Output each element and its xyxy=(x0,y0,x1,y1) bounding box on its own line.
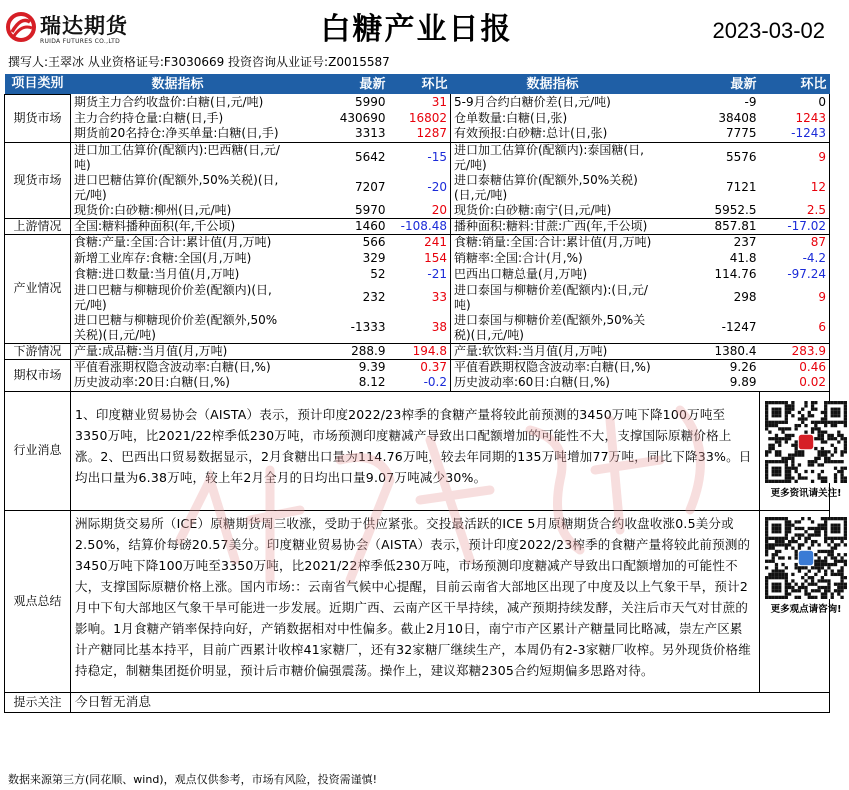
latest-value: 5970 xyxy=(285,203,389,219)
data-table-body xyxy=(5,94,830,391)
change-value: 20 xyxy=(389,203,451,219)
change-value: 0.02 xyxy=(760,375,830,391)
section-category: 期权市场 xyxy=(5,359,71,391)
change-value: -1243 xyxy=(760,126,830,142)
change-value: -97.24 xyxy=(760,267,830,283)
indicator-name: 食糖:进口数量:当月值(月,万吨) xyxy=(71,267,285,283)
indicator-name: 播种面积:糖料:甘蔗:广西(年,千公顷) xyxy=(451,219,655,235)
latest-value: 9.26 xyxy=(729,359,757,374)
section-category: 行业消息 xyxy=(5,391,71,510)
report-header xyxy=(0,0,833,52)
section-category: 观点总结 xyxy=(5,510,71,692)
indicator-name: 产量:成品糖:当月值(月,万吨) xyxy=(71,343,285,359)
table-row xyxy=(5,375,830,391)
table-row xyxy=(5,173,830,203)
header-change-right: 环比 xyxy=(760,74,830,94)
logo-subtext: RUIDA FUTURES CO.,LTD xyxy=(40,38,121,45)
industry-news-text: 1、印度糖业贸易协会（AISTA）表示，预计印度2022/23榨季的食糖产量将较此前预测的3450万吨下降100万吨至3350万吨，比2021/22榨季低230万吨，市场预测印度糖减产导致出口配额增加的可能性不大，支撑国际原糖价格上涨。2、巴西出口贸易数据显示，2月食糖出口量为114.76万吨，较去年同期的135万吨增加77万吨，同比下降33%。日均出口量为6.38万吨，较上年2月全月的日均出口量9.07万吨减少30%。 xyxy=(71,391,760,510)
change-value: -17.02 xyxy=(760,219,830,235)
latest-value: 9.89 xyxy=(655,375,760,391)
qr-caption: 更多资讯请关注! xyxy=(770,487,842,499)
header-category: 项目类别 xyxy=(5,74,71,94)
latest-value: 8.12 xyxy=(285,375,389,391)
latest-value: -9 xyxy=(744,94,757,109)
report-date: 2023-03-02 xyxy=(712,18,825,43)
indicator-name: 食糖:销量:全国:合计:累计值(月,万吨) xyxy=(451,235,655,251)
change-value: 1243 xyxy=(760,110,830,126)
header-indicator-left: 数据指标 xyxy=(71,74,285,94)
latest-value: -1247 xyxy=(655,313,760,344)
notice-row xyxy=(5,692,830,712)
table-row xyxy=(5,126,830,142)
indicator-name: 历史波动率:60日:白糖(日,%) xyxy=(451,375,655,391)
table-row xyxy=(5,359,830,375)
qr-code-icon xyxy=(765,517,847,599)
change-value: 9 xyxy=(760,142,830,173)
indicator-name: 5-9月合约白糖价差(日,元/吨) xyxy=(451,94,655,110)
indicator-name: 进口巴糖与柳糖现价价差(配额内)(日,元/吨) xyxy=(71,283,285,313)
header-latest-right: 最新 xyxy=(655,74,760,94)
indicator-name: 食糖:产量:全国:合计:累计值(月,万吨) xyxy=(71,235,285,251)
indicator-name: 产量:软饮料:当月值(月,万吨) xyxy=(451,343,655,359)
table-row xyxy=(5,203,830,219)
qr-block-news xyxy=(760,391,842,510)
header-change-left: 环比 xyxy=(389,74,451,94)
latest-value: 7775 xyxy=(655,126,760,142)
section-category: 产业情况 xyxy=(5,235,71,344)
table-row xyxy=(5,219,830,235)
logo-text: 瑞达期货 xyxy=(40,14,128,38)
indicator-name: 主力合约持仓量:白糖(日,手) xyxy=(71,110,285,126)
change-value: -4.2 xyxy=(760,251,830,267)
change-value: -20 xyxy=(427,180,447,194)
indicator-name: 期货主力合约收盘价:白糖(日,元/吨) xyxy=(71,94,285,110)
header-latest-left: 最新 xyxy=(285,74,389,94)
change-value: 38 xyxy=(389,313,451,344)
indicator-name: 进口巴糖与柳糖现价价差(配额外,50%关税)(日,元/吨) xyxy=(71,313,285,344)
table-row xyxy=(5,343,830,359)
change-value: 6 xyxy=(760,313,830,344)
latest-value: 7121 xyxy=(725,180,757,194)
table-row xyxy=(5,313,830,344)
change-value: 0 xyxy=(760,94,830,110)
change-value: 16802 xyxy=(408,110,447,125)
table-row xyxy=(5,94,830,110)
change-value: 0.37 xyxy=(420,359,447,374)
data-table xyxy=(4,74,842,713)
section-category: 下游情况 xyxy=(5,343,71,359)
latest-value: 288.9 xyxy=(285,343,389,359)
disclaimer-footer: 数据来源第三方(同花顺、wind)，观点仅供参考，市场有风险，投资需谨慎! xyxy=(8,773,377,786)
latest-value: 9.39 xyxy=(358,359,386,374)
indicator-name: 销糖率:全国:合计(月,%) xyxy=(451,251,655,267)
author-info: 撰写人:王翠冰 从业资格证号:F3030669 投资咨询从业证号:Z0015587 xyxy=(8,55,390,69)
change-value: -21 xyxy=(427,267,447,281)
change-value: -0.2 xyxy=(389,375,451,391)
change-value: 2.5 xyxy=(760,203,830,219)
notice-text: 今日暂无消息 xyxy=(71,692,830,712)
table-row xyxy=(5,235,830,251)
text-sections xyxy=(5,391,842,712)
latest-value: 857.81 xyxy=(655,219,760,235)
latest-value: 5576 xyxy=(725,150,757,164)
change-value: 154 xyxy=(424,251,447,265)
indicator-name: 新增工业库存:食糖:全国(月,万吨) xyxy=(71,251,285,267)
indicator-name: 历史波动率:20日:白糖(日,%) xyxy=(71,375,285,391)
latest-value: -1333 xyxy=(285,313,389,344)
page-title: 白糖产业日报 xyxy=(320,12,513,47)
indicator-name: 期货前20名持仓:净买单量:白糖(日,手) xyxy=(71,126,285,142)
latest-value: 566 xyxy=(362,235,386,250)
latest-value: 1380.4 xyxy=(655,343,760,359)
change-value: 283.9 xyxy=(760,343,830,359)
latest-value: 5952.5 xyxy=(655,203,760,219)
latest-value: 1460 xyxy=(285,219,389,235)
section-category: 上游情况 xyxy=(5,219,71,235)
latest-value: 7207 xyxy=(354,180,386,194)
indicator-name: 巴西出口糖总量(月,万吨) xyxy=(451,267,655,283)
latest-value: 38408 xyxy=(718,110,757,125)
latest-value: 329 xyxy=(362,251,386,265)
qr-block-viewpoint xyxy=(760,510,842,692)
change-value: 31 xyxy=(431,94,447,109)
indicator-name: 现货价:白砂糖:柳州(日,元/吨) xyxy=(71,203,285,219)
indicator-name: 有效预报:白砂糖:总计(日,张) xyxy=(451,126,655,142)
indicator-name: 进口泰国与柳糖价差(配额外,50%关税)(日,元/吨) xyxy=(451,313,655,344)
latest-value: 52 xyxy=(370,267,386,281)
latest-value: 5990 xyxy=(354,94,386,109)
table-row xyxy=(5,142,830,173)
table-row xyxy=(5,267,830,283)
change-value: 9 xyxy=(760,283,830,313)
change-value: 194.8 xyxy=(389,343,451,359)
latest-value: 114.76 xyxy=(714,267,757,281)
indicator-name: 进口泰糖估算价(配额外,50%关税)(日,元/吨) xyxy=(451,173,655,203)
section-category: 现货市场 xyxy=(5,142,71,219)
qr-code-icon xyxy=(765,401,847,483)
change-value: -15 xyxy=(427,150,447,164)
indicator-name: 进口巴糖估算价(配额外,50%关税)(日,元/吨) xyxy=(71,173,285,203)
viewpoint-row xyxy=(5,510,830,692)
latest-value: 298 xyxy=(733,290,757,304)
header-indicator-right: 数据指标 xyxy=(451,74,655,94)
latest-value: 5642 xyxy=(354,150,386,164)
change-value: 12 xyxy=(760,173,830,203)
indicator-name: 全国:糖料播种面积(年,千公顷) xyxy=(71,219,285,235)
indicator-name: 进口泰国与柳糖价差(配额内):(日,元/吨) xyxy=(451,283,655,313)
indicator-name: 进口加工估算价(配额内):泰国糖(日,元/吨) xyxy=(451,142,655,173)
change-value: 87 xyxy=(760,235,830,251)
indicator-name: 仓单数量:白糖(日,张) xyxy=(451,110,655,126)
table-row xyxy=(5,251,830,267)
table-row xyxy=(5,283,830,313)
change-value: 0.46 xyxy=(760,359,830,375)
table-header-row xyxy=(5,74,830,94)
latest-value: 232 xyxy=(362,290,386,304)
latest-value: 3313 xyxy=(285,126,389,142)
latest-value: 41.8 xyxy=(729,251,757,265)
table-row xyxy=(5,110,830,126)
change-value: 241 xyxy=(424,235,447,250)
indicator-name: 平值看跌期权隐含波动率:白糖(日,%) xyxy=(451,359,655,375)
section-category: 提示关注 xyxy=(5,692,71,712)
industry-news-row xyxy=(5,391,830,510)
section-category: 期货市场 xyxy=(5,94,71,142)
indicator-name: 进口加工估算价(配额内):巴西糖(日,元/吨) xyxy=(71,142,285,173)
indicator-name: 现货价:白砂糖:南宁(日,元/吨) xyxy=(451,203,655,219)
latest-value: 430690 xyxy=(339,110,386,125)
change-value: -108.48 xyxy=(389,219,451,235)
indicator-name: 平值看涨期权隐含波动率:白糖(日,%) xyxy=(71,359,285,375)
change-value: 1287 xyxy=(389,126,451,142)
viewpoint-text: 洲际期货交易所（ICE）原糖期货周三收涨，受助于供应紧张。交投最活跃的ICE 5月原糖期货合约收盘收涨0.5美分或2.50%，结算价每磅20.57美分。印度糖业贸易协会（AISTA）表示，预计印度2022/23榨季的食糖产量将较此前预测的3450万吨下降100万吨至3350万吨，比2021/22榨季低230万吨，市场预测印度糖减产导致出口配额增加的可能性不大，支撑国际原糖价格上涨。国内市场:：云南省气候中心提醒，目前云南省大部地区出现了中度及以上气象干旱，预计2月中下旬大部地区气象干旱可能进一步发展。近期广西、云南产区干旱持续，减产预期持续发酵，关注后市天气对甘蔗的影响。1月食糖产销率保持向好，产销数据相对中性偏多。截止2月10日，南宁市产区累计产糖量同比略减，崇左产区累计产糖同比基本持平，目前广西累计收榨41家糖厂，还有32家糖厂继续生产，本周仍有2-3家糖厂收榨。另外现货价格维持稳定，制糖集团挺价明显，预计后市糖价偏强震荡。操作上，建议郑糖2305合约短期偏多思路对待。 xyxy=(71,510,760,692)
qr-caption: 更多观点请咨询! xyxy=(770,603,842,615)
latest-value: 237 xyxy=(733,235,757,250)
change-value: 33 xyxy=(431,290,447,304)
